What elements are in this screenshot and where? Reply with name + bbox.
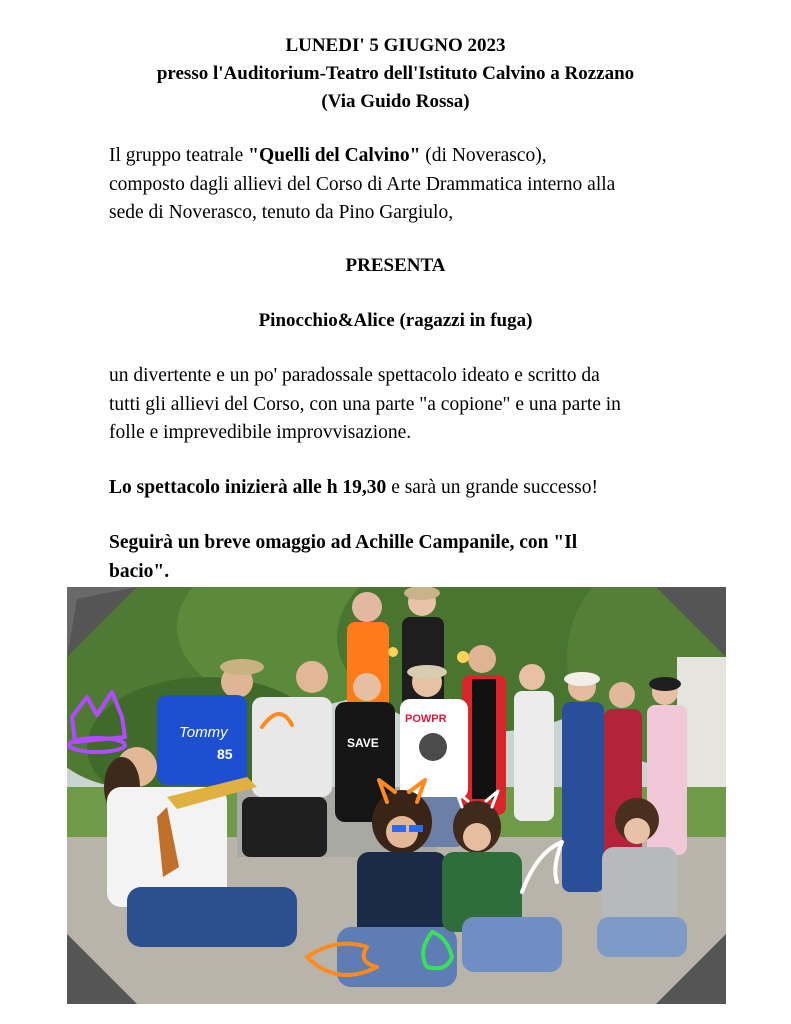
powpr-shirt-text: POWPR (405, 713, 447, 725)
start-time-bold: Lo spettacolo inizierà alle h 19,30 (109, 477, 387, 498)
group-photo-illustration (67, 587, 726, 1004)
description-line-1: un divertente e un po' paradossale spettacolo ideato e scritto da (109, 365, 600, 386)
intro-post: (di Noverasco), (420, 145, 547, 166)
jersey-number: 85 (217, 746, 233, 762)
intro-line-1 (109, 142, 709, 171)
description-line-3: folle e imprevedibile improvvisazione. (109, 422, 412, 443)
description-line-2: tutti gli allievi del Corso, con una parte "a copione" e una parte in (109, 393, 621, 415)
tribute-line-2: bacio". (109, 560, 170, 582)
group-photo (67, 587, 726, 1004)
event-address: (Via Guido Rossa) (321, 91, 470, 112)
event-venue: presso l'Auditorium-Teatro dell'Istituto Calvino a Rozzano (156, 63, 635, 84)
intro-pre: Il gruppo teatrale (109, 145, 249, 166)
sparkle-icon (457, 651, 469, 663)
intro-line-2: composto dagli allievi del Corso di Arte Drammatica interno alla (109, 173, 616, 195)
start-time-paragraph (109, 474, 709, 503)
tribute-line-1: Seguirà un breve omaggio ad Achille Campanile, con "Il (109, 532, 578, 553)
save-shirt-text: SAVE (347, 736, 379, 750)
description-paragraph (109, 362, 709, 448)
tommy-shirt-text: Tommy (179, 724, 228, 741)
presenta-heading: PRESENTA (345, 255, 446, 276)
tribute-paragraph (109, 529, 709, 586)
start-time-rest: e sarà un grande successo! (386, 477, 599, 498)
intro-line-3: sede di Noverasco, tenuto da Pino Gargiulo, (109, 202, 454, 223)
show-title: Pinocchio&Alice (ragazzi in fuga) (258, 310, 533, 331)
intro-paragraph (109, 142, 709, 228)
event-date: LUNEDI' 5 GIUGNO 2023 (285, 35, 506, 56)
group-name: "Quelli del Calvino" (248, 145, 421, 166)
